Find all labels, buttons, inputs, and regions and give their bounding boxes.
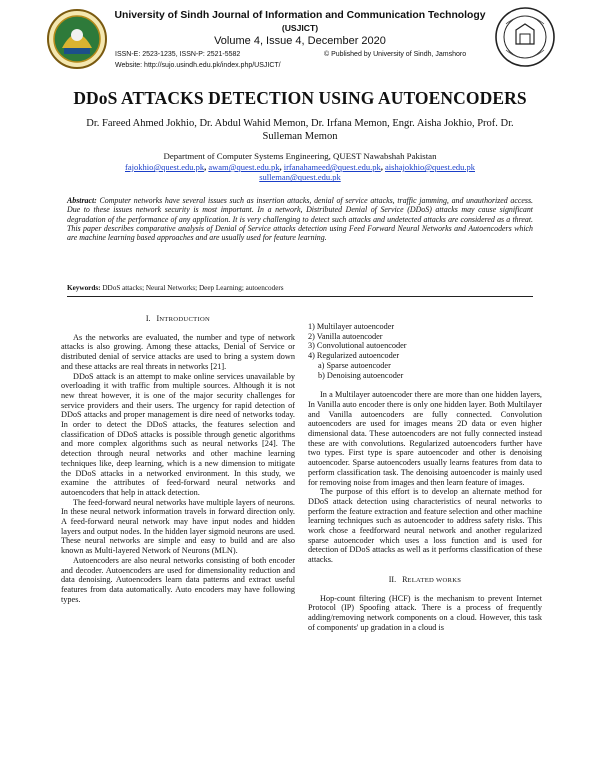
email-link[interactable]: fajokhio@quest.edu.pk [125, 162, 205, 172]
section-title-rest: ELATED WORKS [407, 576, 462, 584]
right-column [308, 322, 542, 632]
journal-name: University of Sindh Journal of Information and Communication Technology [114, 10, 486, 21]
paragraph: In a Multilayer autoencoder there are more than one hidden layers, In Vanilla auto encoder there is only one hidden layer. Both Multilayer and Vanilla autoencoders are fully connected. Convolution autoencoders are used for images means 2D data or even higher dimensional data. These autoencoders are not fully connected instead these are with convolutions. Regularized autoencoders further have two types. First type is spare autoencoder and other is denoising autoencoder. Sparse autoencoders usually learns features from data to perform classification task. The denoising autoencoder is mainly used for removing noise from images and then learn feature of images. [308, 390, 542, 487]
abstract-text: Computer networks have several issues such as insertion attacks, denial of service attacks, traffic jamming, and unauthorized access. Due to these issues network security is most important. In a network, Distributed Denial of Service (DDoS) attacks may cause significant degradation of the performance of any application. It is very challenging to detect such attacks and undetected attacks are considered as a threat. This paper describes comparative analysis of Denial of Service attacks detection using Feed Forward Neural Networks and Autoencoders which are machine learning based approaches and are usually used for feature learning. [67, 196, 533, 243]
keywords [67, 284, 533, 292]
paragraph: DDoS attack is an attempt to make online services unavailable by overloading it with traffic from multiple sources. Although it is not new threat however, it is one of the major security challenges for service providers and their users. The urgency for rapid detection of DDoS attacks and proper management is dire need of networks today. In order to detect the DDoS attacks, the features selection and classification of DDoS attacks is possible through genetic algorithms and more complex algorithms such as neural networks [24]. The detection through neural networks and other machine learning techniques like, deep learning, which is a new dimension to mitigate the DDoS attacks in a networked environment. In this study, we examine the attributes of feed-forward neural networks and autoencoders that help in attack detection. [61, 371, 295, 497]
paragraph: The purpose of this effort is to develop an alternate method for DDoS attack detection using characteristics of neural networks to perform the feature extraction and feature selection and other machine learning techniques such as autoencoder to address safety risks. This work chose a feedforward neural network and another regularized sparse autoencoder which uses a loss function and is used for detection of DDoS attacks as well as it performs classification of these attacks. [308, 487, 542, 565]
email-link[interactable]: sulleman@quest.edu.pk [259, 172, 341, 183]
paragraph: As the networks are evaluated, the number and type of network attacks is also growing. Among these attacks, Denial of Service or distributed denial of service attacks are used to bring a system down and these attacks are real threats in networks [21]. [61, 332, 295, 371]
paper-title: DDoS ATTACKS DETECTION USING AUTOENCODERS [73, 88, 527, 108]
keywords-divider [67, 296, 533, 297]
email-separator: , [279, 162, 282, 172]
email-link[interactable]: irfanahameed@quest.edu.pk [283, 162, 381, 172]
section-title-initial: I [156, 314, 160, 323]
section-number: I. [145, 314, 151, 323]
paragraph: Autoencoders are also neural networks consisting of both encoder and decoder. Autoencoders are used for dimensionality reduction and data denoising. Autoencoders learn data patterns and extract useful features from data automatically. Auto encoders may have following types. [61, 555, 295, 604]
email-link[interactable]: awam@quest.edu.pk [208, 162, 280, 172]
keywords-label: Keywords: [67, 284, 101, 292]
section-heading-related-works [308, 575, 542, 586]
paragraph: Hop-count filtering (HCF) is the mechanism to prevent Internet Protocol (IP) Spoofing attack. There is a process of frequently adding/removing network components on a cloud. However, this task of components' up gradation in a cloud is [308, 593, 542, 632]
issn: ISSN-E: 2523-1235, ISSN-P: 2521-5582 [115, 51, 241, 58]
list-item: 1) Multilayer autoencoder [308, 322, 395, 331]
volume-issue: Volume 4, Issue 4, December 2020 [214, 35, 386, 47]
list-item: 4) Regularized autoencoder [308, 351, 400, 361]
affiliation: Department of Computer Systems Engineering, QUEST Nawabshah Pakistan [163, 151, 437, 161]
abstract [67, 196, 533, 242]
section-title-initial: R [402, 574, 408, 584]
publisher: © Published by University of Sindh, Jamshoro [324, 51, 467, 58]
list-subitem: a) Sparse autoencoder [318, 360, 391, 370]
keywords-text: DDoS attacks; Neural Networks; Deep Learning; autoencoders [102, 284, 284, 292]
autoencoder-types-list [308, 322, 542, 380]
email-list [70, 162, 530, 183]
email-separator: , [204, 162, 207, 172]
website-link[interactable]: Website: http://sujo.usindh.edu.pk/index.php/USJICT/ [115, 62, 281, 69]
email-link[interactable]: aishajokhio@quest.edu.pk [385, 162, 475, 172]
paragraph: The feed-forward neural networks have multiple layers of neurons. In these neural network information travels in forward direction only. A feed-forward neural network may have input nodes and hidden layers and output nodes. In the hidden layer sigmoid neurons are used. These neural networks are simple and easy to build and are also known as Multi-layered Network of Neurons (MLN). [61, 497, 295, 556]
list-item: 3) Convolutional autoencoder [308, 341, 407, 351]
section-number: II. [388, 574, 397, 584]
abstract-label: Abstract: [67, 196, 97, 205]
list-subitem: b) Denoising autoencoder [318, 370, 404, 380]
section-title-rest: NTRODUCTION [159, 316, 211, 323]
list-item: 2) Vanilla autoencoder [308, 331, 383, 341]
left-column [61, 314, 295, 604]
section-heading-introduction [61, 314, 295, 325]
email-separator: , [380, 162, 383, 172]
journal-abbreviation: (USJICT) [281, 23, 319, 33]
author-list: Dr. Fareed Ahmed Jokhio, Dr. Abdul Wahid Memon, Dr. Irfana Memon, Engr. Aisha Jokhio, Prof. Dr. Sulleman Memon [86, 118, 514, 142]
